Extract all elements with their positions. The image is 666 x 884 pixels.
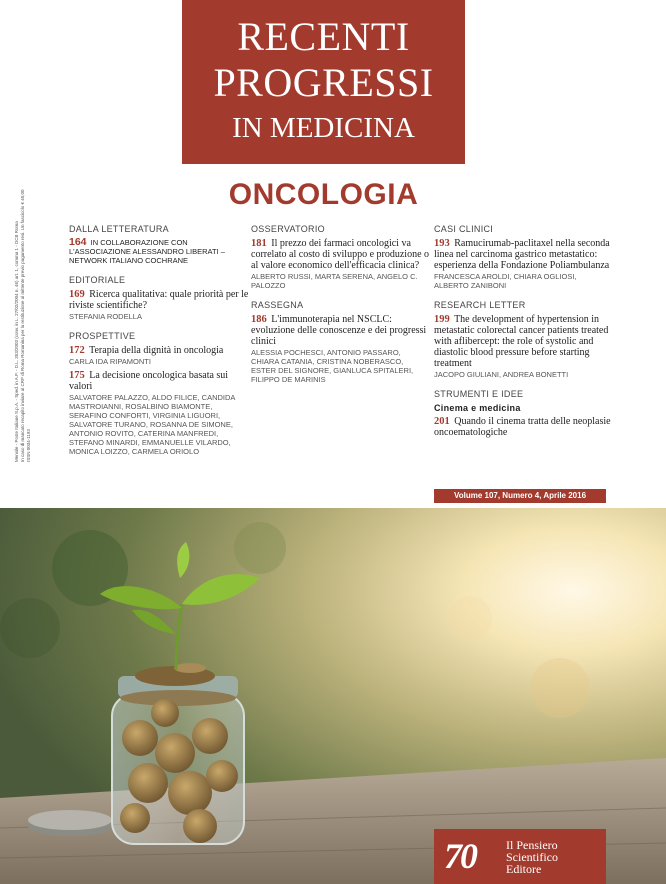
page-number: 201 [434,416,450,427]
page-number: 199 [434,314,450,325]
article-title [69,289,249,311]
toc-item[interactable] [69,289,249,321]
article-title-text: La decisione oncologica basata sui valori [69,370,229,392]
toc-column-2 [251,224,429,394]
publisher-name-line-2: Scientifico [506,850,558,864]
page-number: 193 [434,238,450,249]
section-title: PROSPETTIVE [69,331,136,341]
page-number: 181 [251,238,267,249]
publisher-name-line-1: Il Pensiero [506,838,558,852]
toc-item[interactable] [434,238,612,290]
section-prospettive [69,331,249,456]
volume-banner: Volume 107, Numero 4, Aprile 2016 [434,489,606,503]
article-title-text: Ricerca qualitativa: quale priorità per le riviste scientifiche? [69,289,249,311]
article-title-text: Ramucirumab-paclitaxel nella seconda linea nel carcinoma gastrico metastatico: esperienza della Fondazione Poliambulanza [434,238,610,271]
toc-item[interactable] [69,370,249,456]
article-authors: CARLA IDA RIPAMONTI [69,357,151,366]
section-title: DALLA LETTERATURA [69,224,169,234]
toc-item[interactable] [434,416,612,438]
page-number: 164 [69,236,87,248]
article-title [69,238,249,265]
article-authors: ALESSIA POCHESCI, ANTONIO PASSARO, CHIARA CATANIA, CRISTINA NOBERASCO, ESTER DEL SIGNORE, GIANLUCA SPITALERI, FILIPPO DE MARINIS [251,348,414,384]
spine-line-1: Mensile - Poste Italiane S.p.A. - Sped. in A.P. - D.L. 353/2003 (conv. in L. 27/02/2004 n. 46) art. 1, comma 1 - DCB Roma [14,221,19,462]
section-research-letter [434,300,612,379]
article-title [251,238,429,271]
section-osservatorio [251,224,429,290]
section-editoriale [69,275,249,321]
page-number: 172 [69,345,85,356]
masthead [182,0,465,164]
article-title [434,416,612,438]
toc-item[interactable] [251,314,429,384]
article-title-text: IN COLLABORAZIONE CON L'ASSOCIAZIONE ALESSANDRO LIBERATI – NETWORK ITALIANO COCHRANE [69,238,225,265]
section-title: OSSERVATORIO [251,224,325,234]
toc-item[interactable] [251,238,429,290]
article-title-text: Il prezzo dei farmaci oncologici va correlato al costo di sviluppo e produzione o al valore economico dell'efficacia clinica? [251,238,430,271]
section-rassegna [251,300,429,384]
page-number: 175 [69,370,85,381]
toc-item[interactable] [69,238,249,265]
article-authors: JACOPO GIULIANI, ANDREA BONETTI [434,370,569,379]
toc-item[interactable] [69,345,249,366]
article-title-text: Terapia della dignità in oncologia [89,345,224,356]
masthead-line-3: IN MEDICINA [232,112,415,144]
page-number: 186 [251,314,267,325]
article-title-text: The development of hypertension in metastatic colorectal cancer patients treated with aflibercept: the role of systolic and diastolic blood pressure before starting treatment [434,314,609,369]
article-title-text: Quando il cinema tratta delle neoplasie oncoematologiche [434,416,611,438]
cover-photo-illustration [0,508,666,884]
section-title: RESEARCH LETTER [434,300,526,310]
section-title: STRUMENTI E IDEE [434,389,524,399]
section-subtitle: Cinema e medicina [434,403,521,413]
article-title [69,370,249,392]
article-authors: SALVATORE PALAZZO, ALDO FILICE, CANDIDA MASTROIANNI, ROSALBINO BIAMONTE, SERAFINO CONFORTI, VIRGINIA LIGUORI, SALVATORE TURANO, ROSANNA DE SIMONE, ANTONIO ROVITO, CATERINA MANFREDI, STEFANO MINARDI, EMMANUELLE VILARDO, MONICA LOIZZO, CARMELA ORIOLO [69,393,236,456]
issue-topic: ONCOLOGIA [228,178,419,211]
section-title: CASI CLINICI [434,224,494,234]
publisher-logo [434,829,606,884]
toc-column-1 [69,224,249,466]
masthead-line-1: RECENTI [237,14,410,59]
spine-postal-info [0,0,30,470]
spine-line-2: In caso di mancato recapito inviare al CRP di Roma Romanina per la restituzione al mittente previo pagamento resi. Un fascicolo € 40,00 [20,189,25,462]
cover-photo [0,508,666,884]
section-title: RASSEGNA [251,300,304,310]
section-dalla-letteratura [69,224,249,265]
page-number: 169 [69,289,85,300]
article-title-text: L'immunoterapia nel NSCLC: evoluzione delle conoscenze e dei progressi clinici [251,314,427,347]
article-authors: FRANCESCA AROLDI, CHIARA OGLIOSI, ALBERTO ZANIBONI [434,272,577,290]
publisher-name [506,839,558,875]
article-title [434,238,612,271]
toc-column-3 [434,224,612,448]
spine-issn: ISSN 0034-1193 [26,429,31,462]
article-title [69,345,249,356]
masthead-line-2: PROGRESSI [213,60,434,105]
section-casi-clinici [434,224,612,290]
article-authors: ALBERTO RUSSI, MARTA SERENA, ANGELO C. PALOZZO [251,272,418,290]
toc-item[interactable] [434,314,612,379]
article-authors: STEFANIA RODELLA [69,312,142,321]
article-title [251,314,429,347]
anniversary-mark: 70 [444,836,476,876]
publisher-name-line-3: Editore [506,862,542,876]
section-strumenti-e-idee [434,389,612,438]
spine-text [14,189,32,462]
article-title [434,314,612,369]
section-title: EDITORIALE [69,275,126,285]
